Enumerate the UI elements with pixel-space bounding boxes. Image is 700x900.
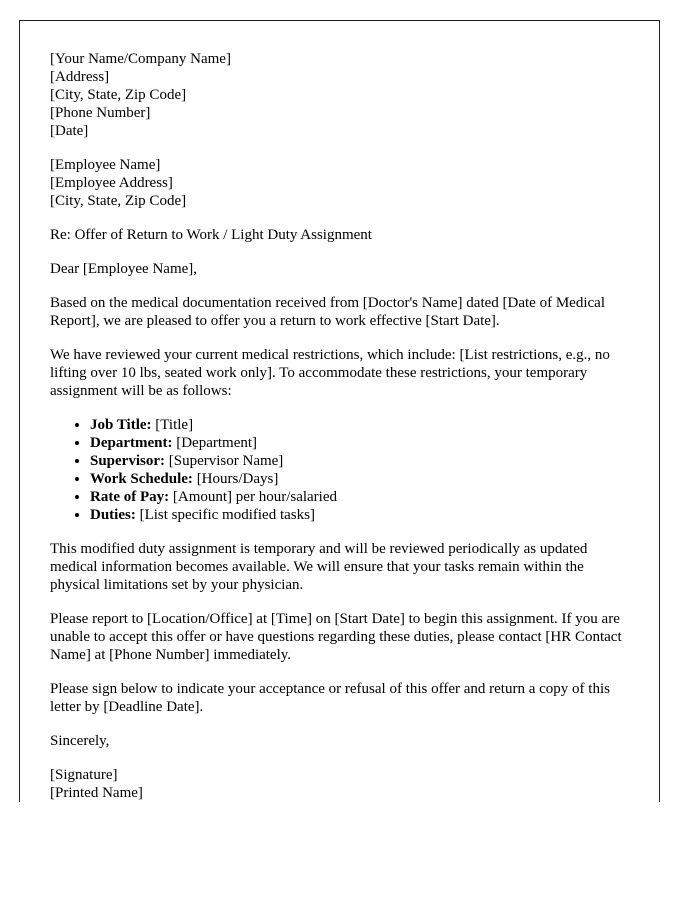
- signature-block: [50, 766, 635, 802]
- list-item-rate-of-pay: [90, 488, 635, 506]
- sender-city-state-zip: [City, State, Zip Code]: [50, 87, 187, 103]
- job-title-value: [Title]: [151, 417, 194, 433]
- sender-block: [50, 50, 635, 140]
- rate-of-pay-label: Rate of Pay:: [90, 489, 170, 505]
- paragraph-sign-below: Please sign below to indicate your acceptance or refusal of this offer and return a copy of this letter by [Deadline Date].: [50, 681, 610, 715]
- paragraph-restrictions: We have reviewed your current medical restrictions, which include: [List restrictions, e.g., no lifting over 10 lbs, seated work only]. To accommodate these restrictions, your temporary assignment will be as follows:: [50, 347, 610, 399]
- list-item-supervisor: [90, 452, 635, 470]
- paragraph-temporary-assignment: This modified duty assignment is temporary and will be reviewed periodically as updated medical information becomes available. We will ensure that your tasks remain within the physical limitations set by your physician.: [50, 541, 588, 593]
- duties-value: [List specific modified tasks]: [135, 507, 315, 523]
- recipient-name: [Employee Name]: [50, 157, 161, 173]
- subject-line: Re: Offer of Return to Work / Light Duty Assignment: [50, 227, 372, 243]
- paragraph-medical-documentation: Based on the medical documentation received from [Doctor's Name] dated [Date of Medical Report], we are pleased to offer you a return to work effective [Start Date].: [50, 295, 605, 329]
- list-item-job-title: [90, 416, 635, 434]
- sender-address: [Address]: [50, 69, 110, 85]
- list-item-work-schedule: [90, 470, 635, 488]
- rate-of-pay-value: [Amount] per hour/salaried: [169, 489, 338, 505]
- assignment-details-list: [50, 416, 635, 524]
- work-schedule-value: [Hours/Days]: [192, 471, 279, 487]
- letter-page: [19, 20, 660, 802]
- signature-line: [Signature]: [50, 767, 118, 783]
- letter-date: [Date]: [50, 123, 89, 139]
- salutation: Dear [Employee Name],: [50, 261, 198, 277]
- sender-phone: [Phone Number]: [50, 105, 151, 121]
- recipient-address: [Employee Address]: [50, 175, 173, 191]
- supervisor-label: Supervisor:: [90, 453, 165, 469]
- list-item-duties: [90, 506, 635, 524]
- letter-content: [50, 50, 635, 802]
- printed-name: [Printed Name]: [50, 785, 143, 801]
- list-item-department: [90, 434, 635, 452]
- sender-name: [Your Name/Company Name]: [50, 51, 231, 67]
- duties-label: Duties:: [90, 507, 136, 523]
- recipient-block: [50, 156, 635, 210]
- work-schedule-label: Work Schedule:: [90, 471, 193, 487]
- paragraph-report-instructions: Please report to [Location/Office] at [Time] on [Start Date] to begin this assignment. If you are unable to accept this offer or have questions regarding these duties, please contact [HR Contact Name] at [Phone Number] immediately.: [50, 611, 622, 663]
- department-label: Department:: [90, 435, 173, 451]
- recipient-city-state-zip: [City, State, Zip Code]: [50, 193, 187, 209]
- department-value: [Department]: [172, 435, 258, 451]
- job-title-label: Job Title:: [90, 417, 152, 433]
- supervisor-value: [Supervisor Name]: [165, 453, 284, 469]
- closing: Sincerely,: [50, 733, 110, 749]
